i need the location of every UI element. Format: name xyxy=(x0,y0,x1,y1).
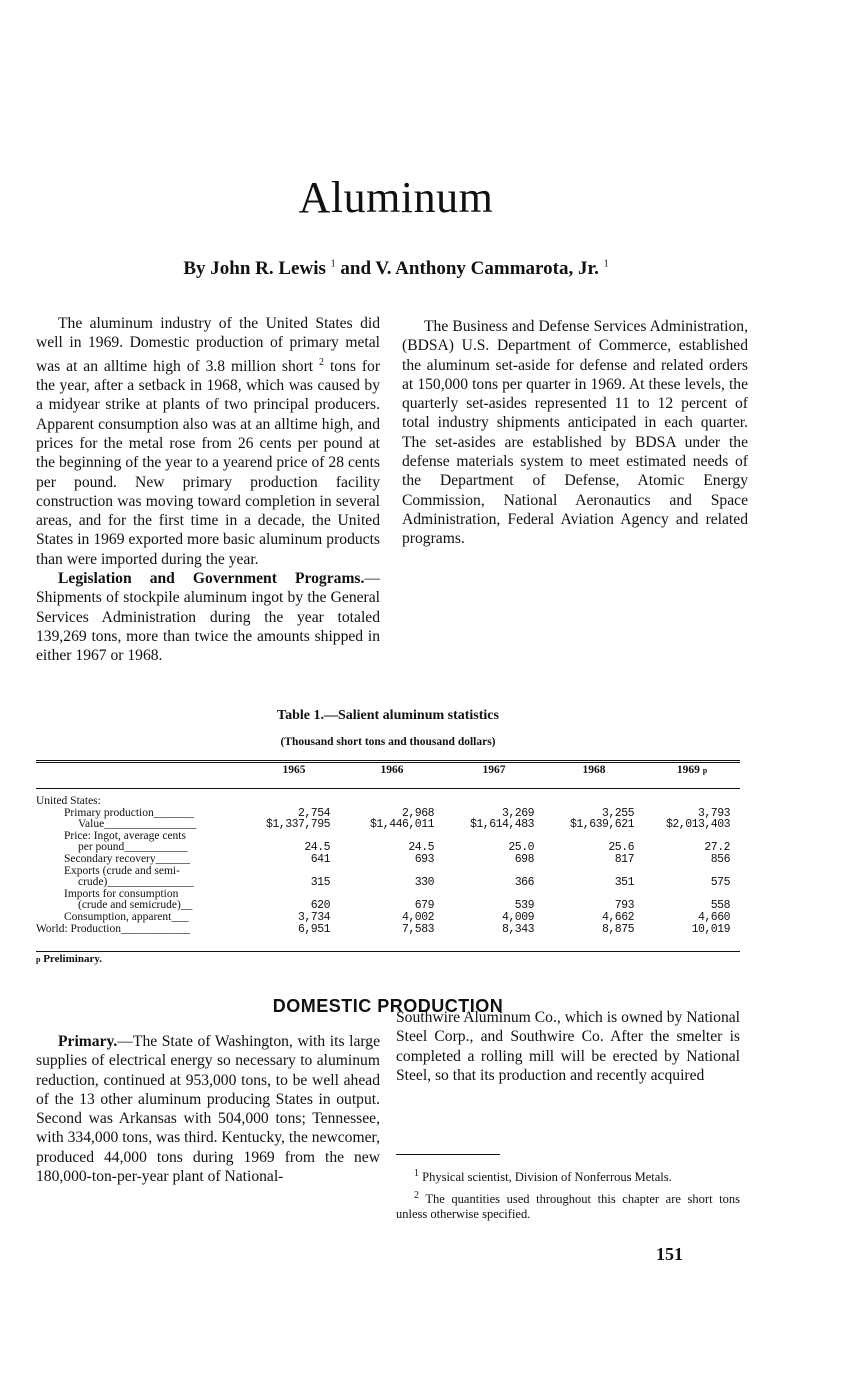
table-cell: 620 xyxy=(310,899,330,913)
byline-footnote-ref-2: 1 xyxy=(603,258,609,270)
column-header-year: 1968 xyxy=(582,764,606,777)
row-label: Price: Ingot, average cents per pound___________ xyxy=(36,831,248,854)
table-cell: 2,968 xyxy=(401,806,434,820)
domestic-column-left xyxy=(36,1032,380,1186)
table-cell: 4,002 xyxy=(401,910,434,924)
column-header-year: 1965 xyxy=(282,764,306,777)
preliminary-mark: p xyxy=(702,766,708,776)
row-label: Imports for consumption (crude and semicrude)__ xyxy=(36,889,248,912)
table-cell: 351 xyxy=(614,876,634,890)
table-row xyxy=(36,889,740,912)
table-footnote-text: Preliminary. xyxy=(43,953,102,965)
table-top-rule-double xyxy=(36,762,740,763)
byline-footnote-ref-1: 1 xyxy=(330,258,336,270)
row-label-text: Secondary recovery xyxy=(64,853,156,865)
table-cell: 366 xyxy=(514,876,534,890)
row-label-text: Imports for consumption xyxy=(64,888,179,900)
table-row xyxy=(36,790,740,808)
table-cell: 558 xyxy=(710,899,730,913)
row-label: Consumption, apparent___ xyxy=(64,911,189,923)
bdsa-paragraph: The Business and Defense Services Administration, (BDSA) U.S. Department of Commerce, established the aluminum set-aside for defense and related orders at 150,000 tons per quarter in 1969. At these levels, the quarterly set-asides represented 11 to 12 percent of total industry shipments anticipated in each quarter. The set-asides are established by BDSA under the defense materials system to meet estimated needs of the Department of Defense, Atomic Energy Commission, National Aeronautics and Space Administration, Federal Aviation Agency and related programs. xyxy=(402,318,748,548)
row-label-text-2: crude) xyxy=(78,876,108,889)
row-label-text-2: per pound xyxy=(78,841,125,854)
byline xyxy=(0,258,792,280)
footnote-ref-2: 2 xyxy=(319,356,325,368)
table-cell: 3,255 xyxy=(601,806,634,820)
table-cell: 3,734 xyxy=(297,910,330,924)
table-subcaption: (Thousand short tons and thousand dollars) xyxy=(280,736,496,748)
footnote-rule xyxy=(396,1154,500,1155)
table-cell: 575 xyxy=(710,876,730,890)
row-label-text: Primary production xyxy=(64,807,154,819)
salient-statistics-table xyxy=(36,764,740,935)
table-row xyxy=(36,866,740,889)
footnote-mark: 1 xyxy=(414,1168,419,1179)
row-label: Primary production_______ xyxy=(64,807,194,819)
row-label: World: Production____________ xyxy=(36,923,190,935)
row-label: Value________________ xyxy=(78,819,197,831)
table-cell: 27.2 xyxy=(704,841,730,855)
table-cell: 4,660 xyxy=(697,910,730,924)
table-cell: 8,343 xyxy=(501,922,534,936)
table-cell: 793 xyxy=(614,899,634,913)
table-row xyxy=(36,912,740,924)
table-top-rule xyxy=(36,760,740,761)
table-cell: $1,337,795 xyxy=(265,818,330,832)
table-row xyxy=(36,854,740,866)
author-2: and V. Anthony Cammarota, Jr. xyxy=(340,258,599,279)
table-cell: 3,793 xyxy=(697,806,730,820)
table-row xyxy=(36,819,740,831)
table-cell: 2,754 xyxy=(297,806,330,820)
table-cell: 25.6 xyxy=(608,841,634,855)
table-footnote-mark: p xyxy=(36,955,41,964)
intro-paragraph-1-text-b: tons for the year, after a setback in 1968, which was caused by a midyear strike at plants of two principal producers. Apparent consumption also was at an alltime high, and prices for the metal rose from 26 cents per pound at the beginning of the year to a yearend price of 28 cents per pound. New primary production facility construction was moving toward completion in several areas, and for the first time in a decade, the United States in 1969 exported more basic aluminum products than were imported during the year. xyxy=(36,357,381,568)
table-cell: 679 xyxy=(414,899,434,913)
table-cell: 7,583 xyxy=(401,922,434,936)
author-1: By John R. Lewis xyxy=(183,258,326,279)
table-cell: 315 xyxy=(310,876,330,890)
table-cell: $2,013,403 xyxy=(665,818,730,832)
table-cell: 698 xyxy=(514,852,534,866)
legislation-text: —Shipments of stockpile aluminum ingot by the General Services Administration during the year totaled 139,269 tons, more than twice the amounts shipped in either 1967 or 1968. xyxy=(36,570,380,665)
table-cell: 25.0 xyxy=(508,841,534,855)
row-label-text: Consumption, apparent xyxy=(64,911,172,923)
page-number: 151 xyxy=(656,1244,683,1264)
intro-paragraph-1-text-a: The aluminum industry of the United States did well in 1969. Domestic production of primary metal was at an alltime high of 3.8 million short xyxy=(36,315,380,375)
primary-heading: Primary. xyxy=(58,1033,118,1050)
table-cell: 693 xyxy=(414,852,434,866)
section-heading: DOMESTIC PRODUCTION xyxy=(272,996,504,1016)
page-title: Aluminum xyxy=(298,173,494,222)
table-header-row xyxy=(36,764,740,790)
table-cell: 817 xyxy=(614,852,634,866)
row-group-label: United States: xyxy=(36,795,101,807)
row-label-text: Price: Ingot, average cents xyxy=(64,830,186,842)
table-bottom-rule xyxy=(36,951,740,952)
footnote-text: The quantities used throughout this chapter are short tons unless otherwise specified. xyxy=(396,1192,740,1222)
intro-column-left xyxy=(36,314,380,666)
table-footnote xyxy=(36,953,102,965)
domestic-paragraph-2: Southwire Aluminum Co., which is owned by National Steel Corp., and Southwire Co. After the smelter is completed a rolling mill will be erected by National Steel, so that its production and recently acquired xyxy=(396,1009,740,1084)
table-cell: 330 xyxy=(414,876,434,890)
table-cell: 6,951 xyxy=(297,922,330,936)
table-cell: 641 xyxy=(310,852,330,866)
table-cell: 4,662 xyxy=(601,910,634,924)
row-label-text-2: (crude and semicrude) xyxy=(78,899,181,912)
footnote xyxy=(396,1166,740,1185)
table-cell: 24.5 xyxy=(304,841,330,855)
column-header-year: 1966 xyxy=(380,764,404,777)
intro-column-right xyxy=(402,317,748,549)
legislation-paragraph xyxy=(36,569,380,665)
footnote xyxy=(396,1188,740,1222)
table-row xyxy=(36,831,740,854)
row-label-text: World: Production xyxy=(36,923,121,935)
table-cell: 4,009 xyxy=(501,910,534,924)
year-1969: 1969 xyxy=(676,764,700,777)
row-label-text: Value xyxy=(78,819,105,831)
table-cell: 856 xyxy=(710,852,730,866)
table-caption: Table 1.—Salient aluminum statistics xyxy=(277,708,499,723)
primary-text: —The State of Washington, with its large supplies of electrical energy so necessary to aluminum reduction, continued at 953,000 tons, to be well ahead of the 13 other aluminum producing States in output. Second was Arkansas with 504,000 tons; Tennessee, with 334,000 tons, was third. Kentucky, the newcomer, produced 44,000 tons during 1969 from the new 180,000-ton-per-year plant of National- xyxy=(36,1033,380,1186)
column-header-label xyxy=(36,764,248,790)
table-cell: 24.5 xyxy=(408,841,434,855)
table-cell: $1,639,621 xyxy=(569,818,634,832)
row-label-text: Exports (crude and semi- xyxy=(64,865,180,877)
table-cell: 3,269 xyxy=(501,806,534,820)
column-header-year: 1967 xyxy=(482,764,506,777)
table-cell: 8,875 xyxy=(601,922,634,936)
intro-paragraph-1 xyxy=(36,314,380,569)
primary-paragraph xyxy=(36,1032,380,1186)
table-cell: 539 xyxy=(514,899,534,913)
table-cell: $1,614,483 xyxy=(469,818,534,832)
table-cell: 10,019 xyxy=(691,922,730,936)
table-row xyxy=(36,924,740,936)
legislation-heading: Legislation and Government Programs. xyxy=(58,570,365,588)
row-label: Secondary recovery______ xyxy=(64,853,191,865)
footnote-mark: 2 xyxy=(414,1190,419,1202)
column-header-year xyxy=(644,764,740,790)
table-cell: $1,446,011 xyxy=(369,818,434,832)
footnotes xyxy=(396,1166,740,1225)
row-label: Exports (crude and semi- crude)_______________ xyxy=(36,866,248,889)
domestic-column-right xyxy=(396,1008,740,1085)
footnote-text: Physical scientist, Division of Nonferrous Metals. xyxy=(422,1170,672,1185)
